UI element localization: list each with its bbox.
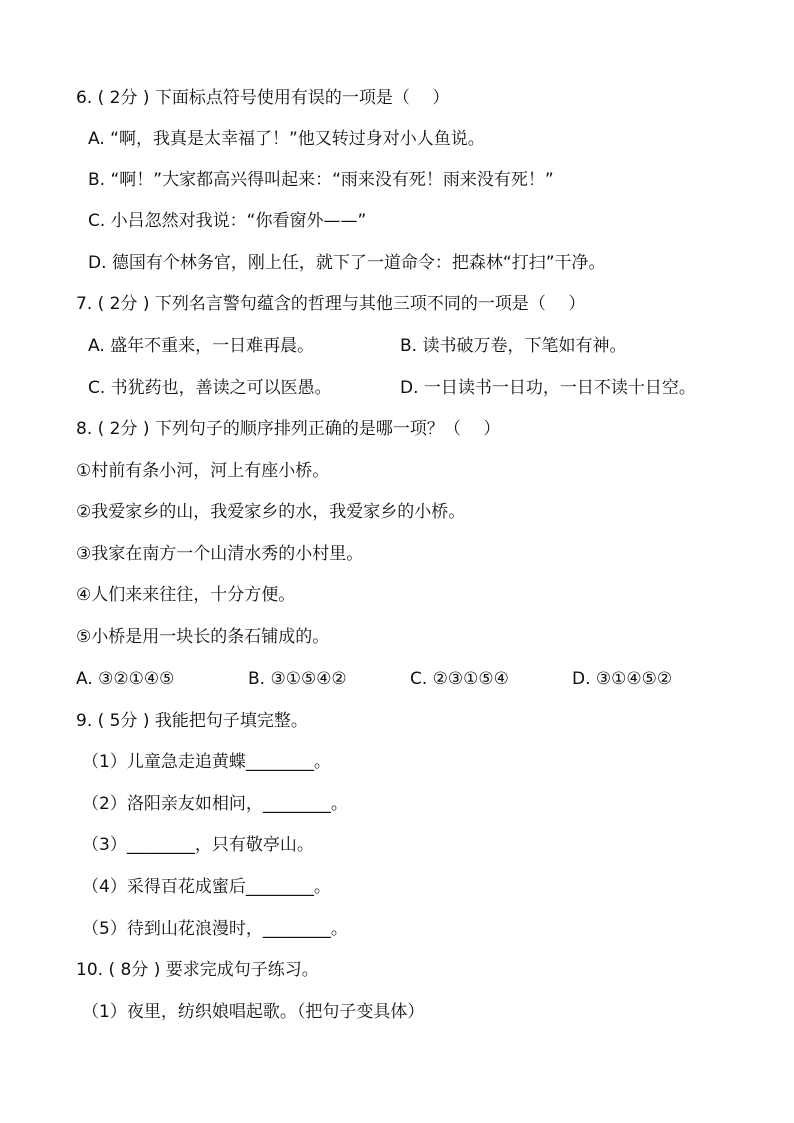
question-7-option-b: B. 读书破万卷，下笔如有神。 [400, 336, 627, 356]
question-6-title: 6. ( 2分 ) 下面标点符号使用有误的一项是（ ） [76, 88, 450, 108]
question-6-option-b: B. “啊！”大家都高兴得叫起来：“雨来没有死！雨来没有死！” [88, 170, 554, 190]
question-8-sentence-3: ③我家在南方一个山清水秀的小村里。 [76, 544, 364, 564]
question-9-item-4: （4）采得百花成蜜后________。 [82, 877, 331, 897]
question-7-option-c: C. 书犹药也，善读之可以医愚。 [88, 378, 332, 398]
question-9-item-3: （3）________，只有敬亭山。 [82, 835, 314, 855]
question-8-title: 8. ( 2分 ) 下列句子的顺序排列正确的是哪一项？（ ） [76, 419, 501, 439]
question-8-sentence-5: ⑤小桥是用一块长的条石铺成的。 [76, 627, 330, 647]
question-8-option-d: D. ③①④⑤② [572, 669, 673, 689]
question-9-item-5: （5）待到山花浪漫时，________。 [82, 919, 348, 939]
question-6-option-d: D. 德国有个林务官，刚上任，就下了一道命令：把森林“打扫”干净。 [88, 253, 606, 273]
question-6-option-c: C. 小吕忽然对我说：“你看窗外——” [88, 211, 367, 231]
question-9-title: 9. ( 5分 ) 我能把句子填完整。 [76, 711, 308, 731]
question-8-option-b: B. ③①⑤④② [248, 669, 347, 689]
question-7-option-d: D. 一日读书一日功，一日不读十日空。 [400, 378, 696, 398]
question-8-option-a: A. ③②①④⑤ [76, 669, 175, 689]
question-9-item-2: （2）洛阳亲友如相问，________。 [82, 794, 348, 814]
question-8-sentence-2: ②我爱家乡的山，我爱家乡的水，我爱家乡的小桥。 [76, 502, 466, 522]
question-8-option-c: C. ②③①⑤④ [410, 669, 509, 689]
question-10-title: 10. ( 8分 ) 要求完成句子练习。 [76, 960, 319, 980]
question-10-item-1: （1）夜里，纺织娘唱起歌。（把句子变具体） [82, 1002, 425, 1022]
question-8-sentence-4: ④人们来来往往，十分方便。 [76, 585, 296, 605]
question-7-title: 7. ( 2分 ) 下列名言警句蕴含的哲理与其他三项不同的一项是（ ） [76, 294, 586, 314]
question-9-item-1: （1）儿童急走追黄蝶________。 [82, 752, 331, 772]
question-7-option-a: A. 盛年不重来，一日难再晨。 [88, 336, 315, 356]
question-6-option-a: A. “啊，我真是太幸福了！”他又转过身对小人鱼说。 [88, 129, 485, 149]
question-8-sentence-1: ①村前有条小河，河上有座小桥。 [76, 461, 330, 481]
